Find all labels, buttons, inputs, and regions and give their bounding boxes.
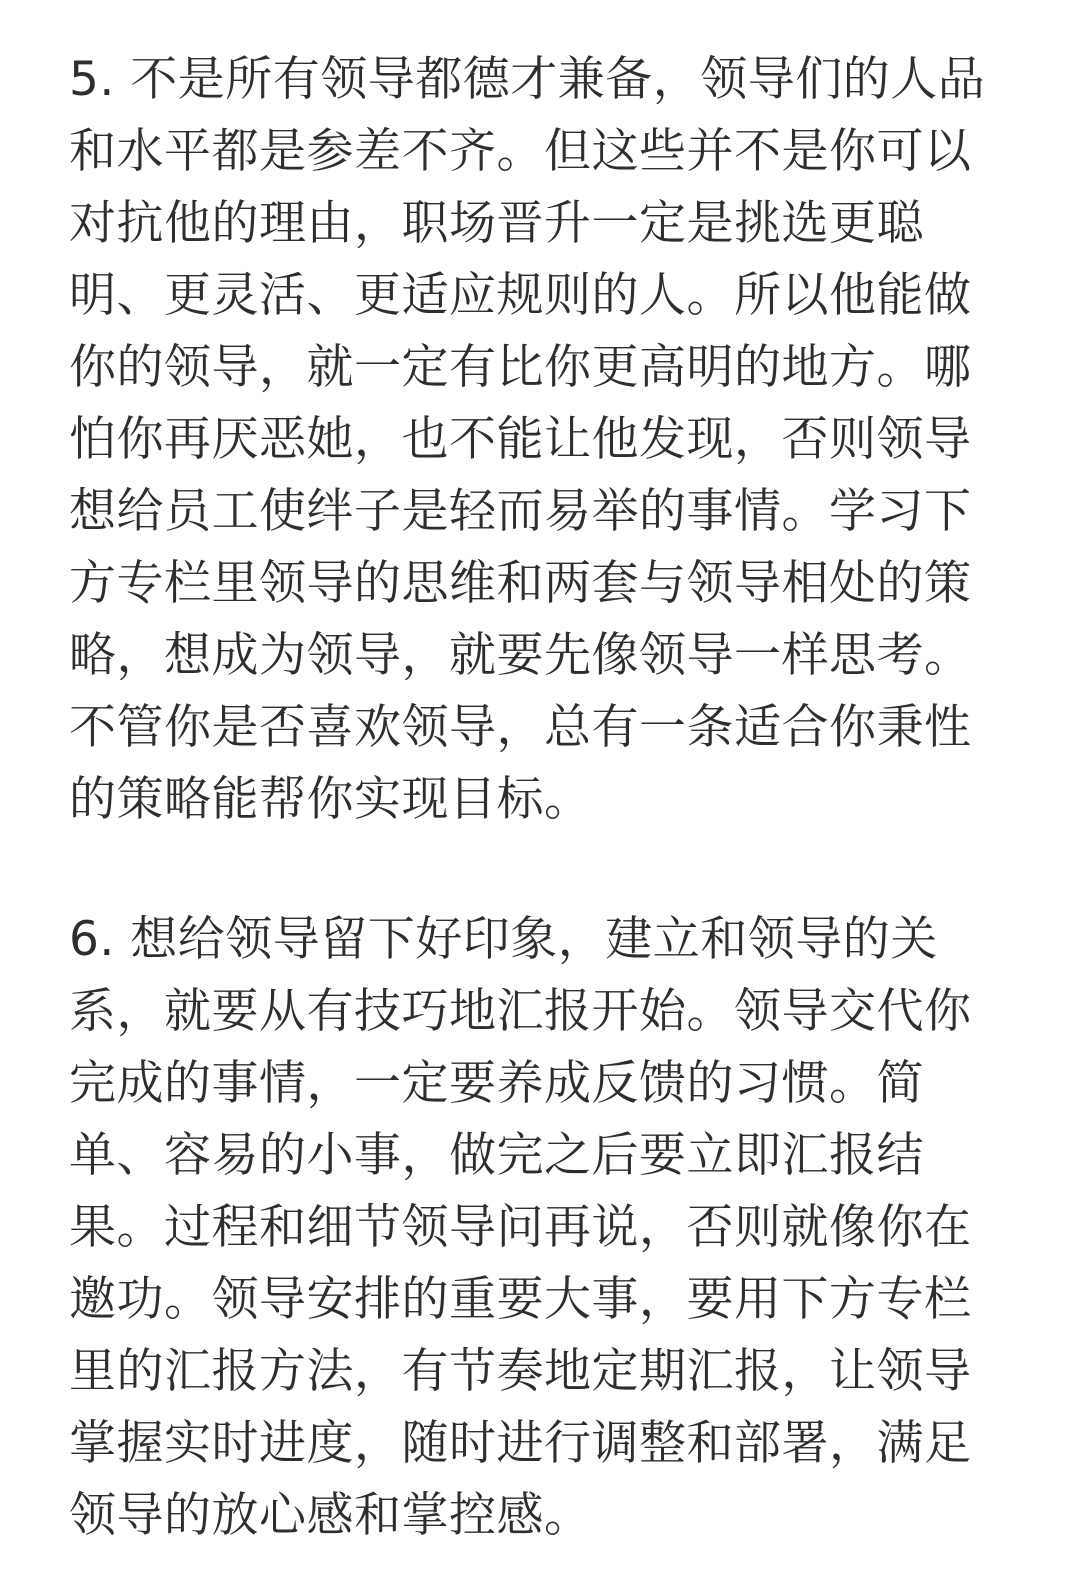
text-line: 5. 不是所有领导都德才兼备，领导们的人品: [69, 52, 986, 107]
text-line: 完成的事情，一定要养成反馈的习惯。简: [69, 1056, 924, 1111]
text-line: 的策略能帮你实现目标。: [69, 772, 592, 827]
text-line: 你的领导，就一定有比你更高明的地方。哪: [69, 340, 972, 395]
text-line: 邀功。领导安排的重要大事，要用下方专栏: [69, 1272, 972, 1327]
text-line: 对抗他的理由，职场晋升一定是挑选更聪: [69, 196, 924, 251]
text-line: 单、容易的小事，做完之后要立即汇报结: [69, 1128, 924, 1183]
text-line: 里的汇报方法，有节奏地定期汇报，让领导: [69, 1344, 972, 1399]
text-line: 果。过程和细节领导问再说，否则就像你在: [69, 1200, 972, 1255]
text-line: 系，就要从有技巧地汇报开始。领导交代你: [69, 984, 972, 1039]
text-line: 想给员工使绊子是轻而易举的事情。学习下: [69, 484, 972, 539]
text-line: 怕你再厌恶她，也不能让他发现，否则领导: [69, 412, 972, 467]
text-line: 领导的放心感和掌控感。: [69, 1488, 592, 1543]
text-line: 明、更灵活、更适应规则的人。所以他能做: [69, 268, 972, 323]
text-line: 掌握实时进度，随时进行调整和部署，满足: [69, 1416, 972, 1471]
text-line: 略，想成为领导，就要先像领导一样思考。: [69, 628, 972, 683]
text-line: 6. 想给领导留下好印象，建立和领导的关: [69, 912, 938, 967]
text-line: 方专栏里领导的思维和两套与领导相处的策: [69, 556, 972, 611]
text-line: 不管你是否喜欢领导，总有一条适合你秉性: [69, 700, 972, 755]
paragraph-6: [69, 904, 1019, 1552]
paragraph-5: [69, 44, 1019, 836]
text-line: 和水平都是参差不齐。但这些并不是你可以: [69, 124, 972, 179]
